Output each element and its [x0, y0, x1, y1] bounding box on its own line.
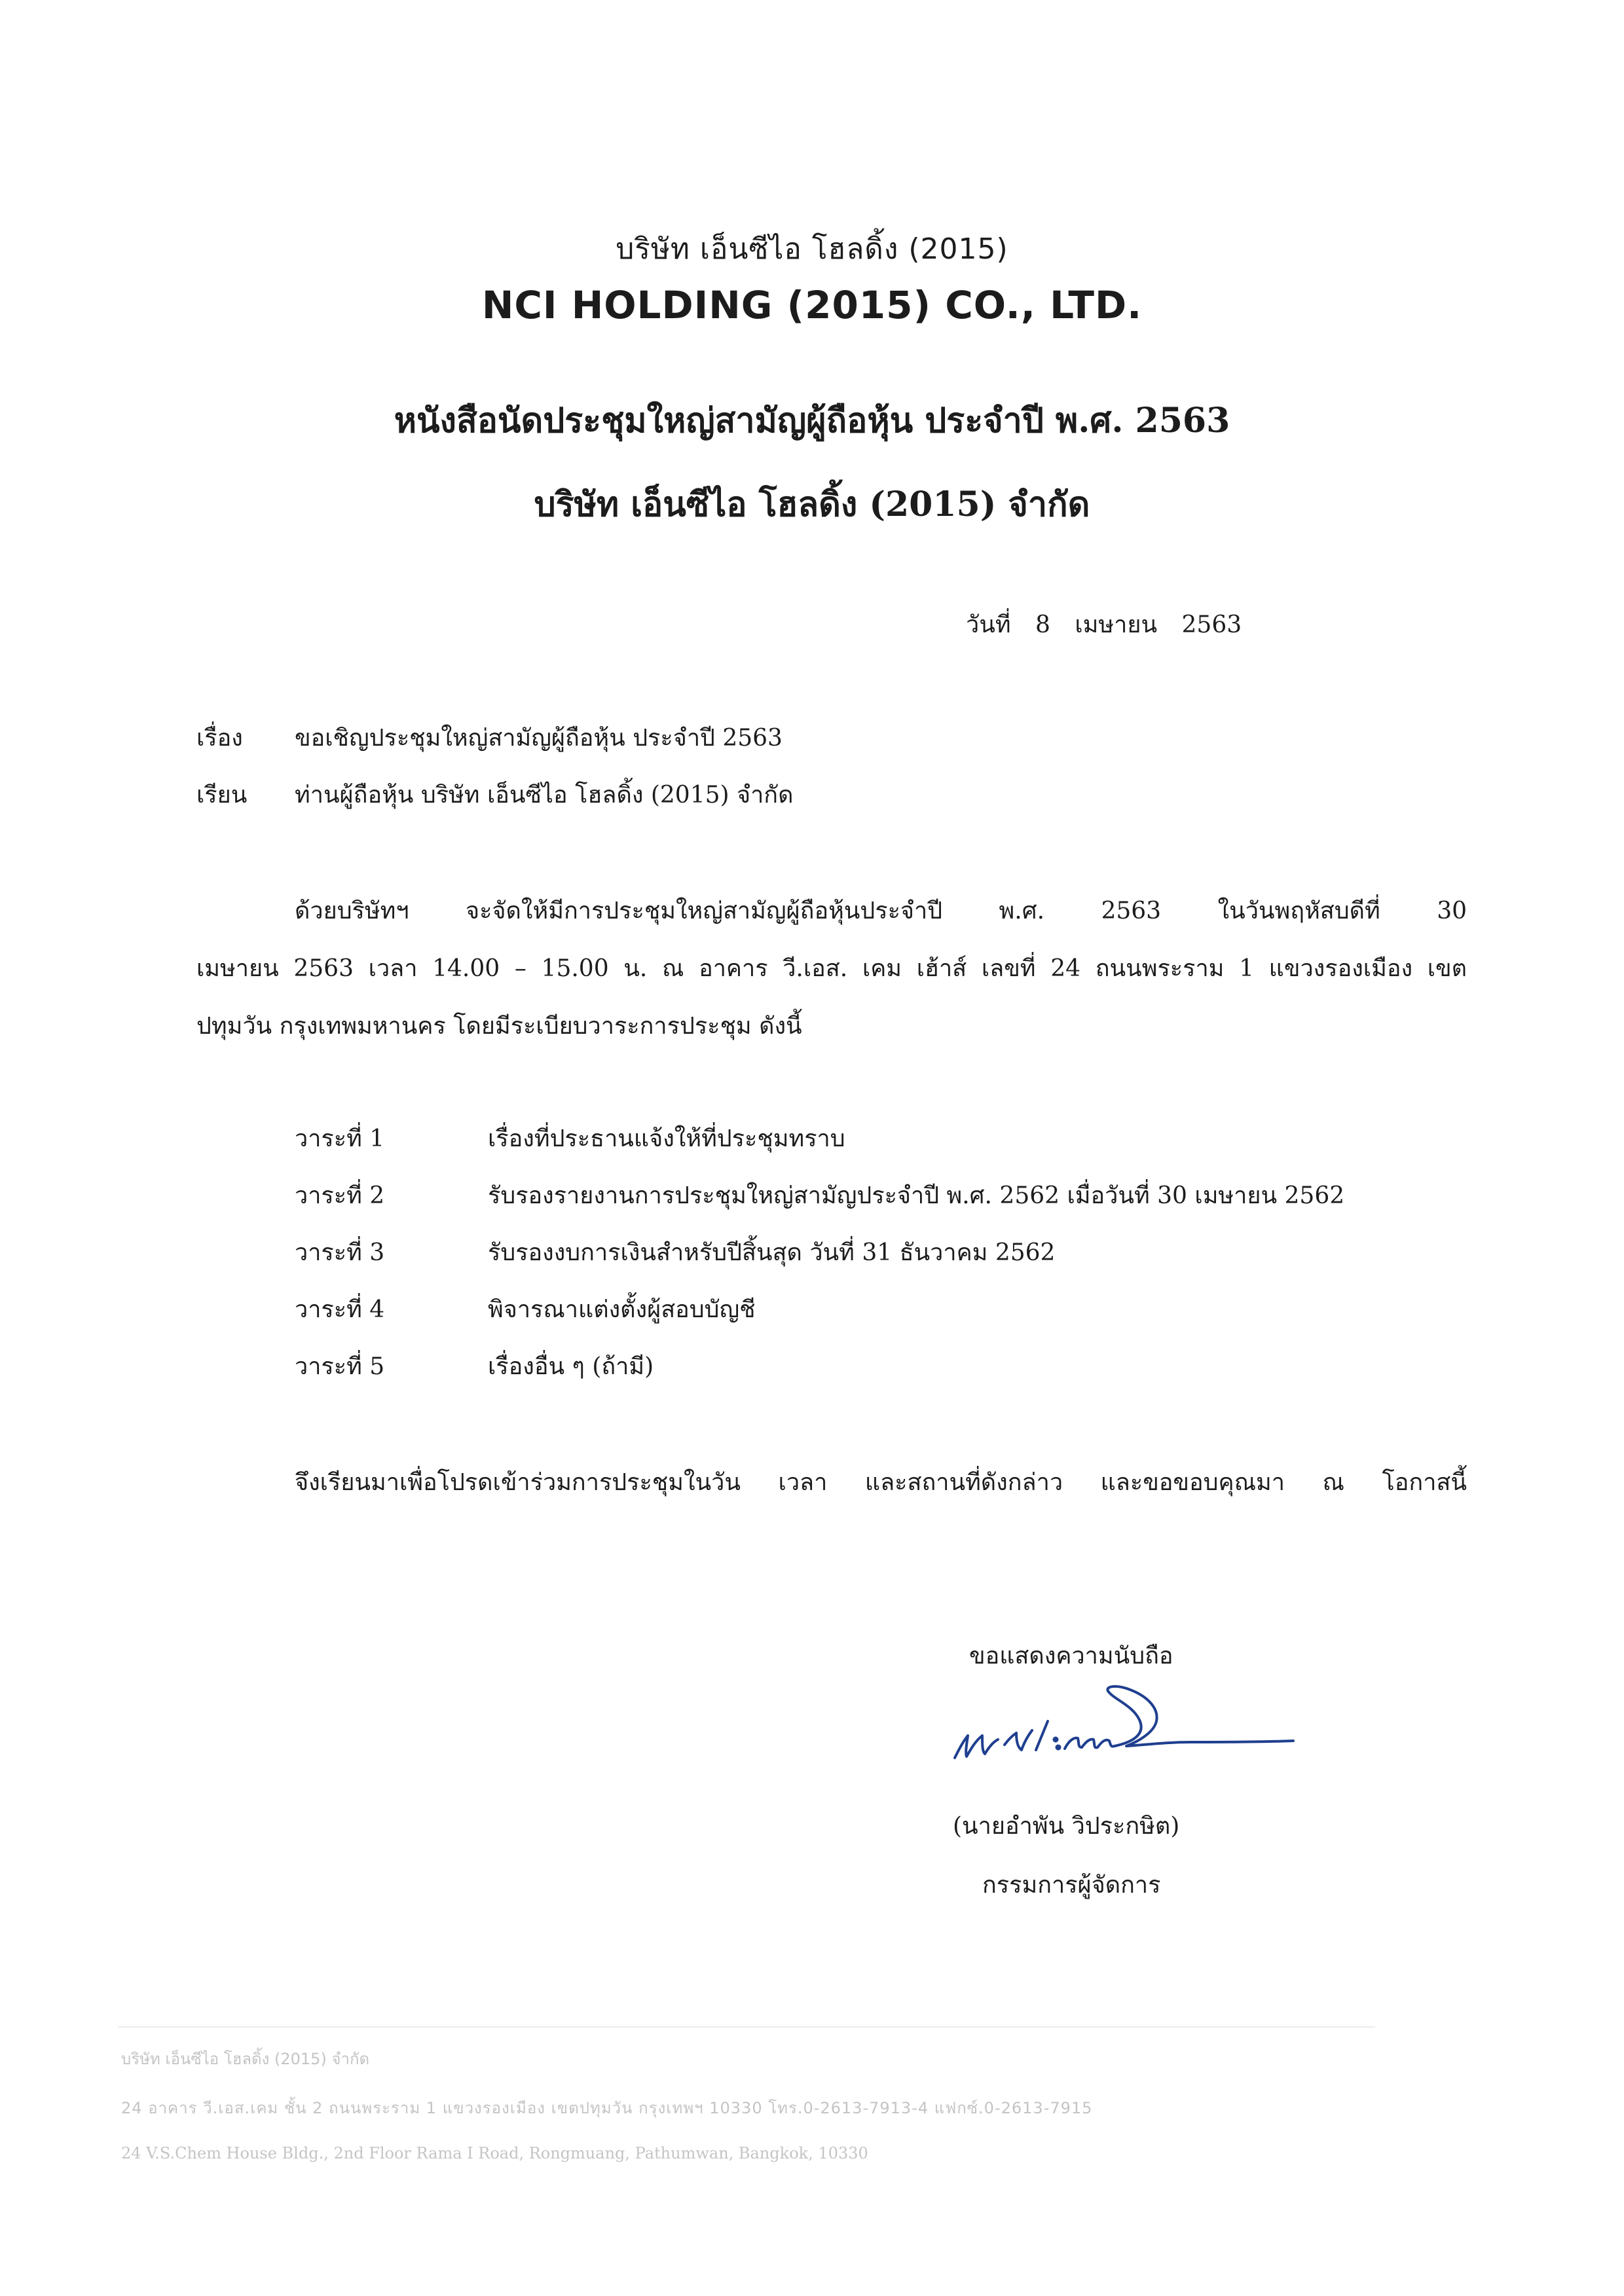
date-year: 2563: [1181, 611, 1242, 638]
agenda-number: วาระที่ 1: [295, 1125, 385, 1152]
document-title: หนังสือนัดประชุมใหญ่สามัญผู้ถือหุ้น ประจำปี พ.ศ. 2563: [394, 401, 1230, 441]
subject-value: ขอเชิญประชุมใหญ่สามัญผู้ถือหุ้น ประจำปี 2563: [295, 725, 783, 752]
closing-paragraph: จึงเรียนมาเพื่อโปรดเข้าร่วมการประชุมในวัน เวลา และสถานที่ดังกล่าว และขอขอบคุณมา ณ โอกาสนี้: [295, 1469, 1467, 1496]
company-name-thai: บริษัท เอ็นซีไอ โฮลดิ้ง (2015): [616, 232, 1008, 266]
body-line-2: เมษายน 2563 เวลา 14.00 – 15.00 น. ณ อาคาร วี.เอส. เคม เฮ้าส์ เลขที่ 24 ถนนพระราม 1 แขวงรองเมือง เขต: [196, 955, 1467, 982]
agenda-number: วาระที่ 2: [295, 1182, 385, 1209]
agenda-text: เรื่องอื่น ๆ (ถ้ามี): [488, 1353, 654, 1380]
document-subtitle: บริษัท เอ็นซีไอ โฮลดิ้ง (2015) จำกัด: [534, 484, 1090, 524]
recipient-label: เรียน: [196, 782, 248, 809]
company-name-english: NCI HOLDING (2015) CO., LTD.: [481, 283, 1143, 327]
footer-divider: [118, 2026, 1375, 2028]
body-line-1: ด้วยบริษัทฯ จะจัดให้มีการประชุมใหญ่สามัญผู้ถือหุ้นประจำปี พ.ศ. 2563 ในวันพฤหัสบดีที่ 30: [295, 898, 1467, 924]
date-day: 8: [1035, 611, 1050, 638]
footer-address-english: 24 V.S.Chem House Bldg., 2nd Floor Rama I Road, Rongmuang, Pathumwan, Bangkok, 10330: [121, 2144, 868, 2162]
agenda-text: เรื่องที่ประธานแจ้งให้ที่ประชุมทราบ: [488, 1125, 845, 1152]
signer-name: (นายอำพัน วิประกษิต): [953, 1813, 1180, 1840]
agenda-number: วาระที่ 4: [295, 1296, 385, 1323]
footer-address-thai: 24 อาคาร วี.เอส.เคม ชั้น 2 ถนนพระราม 1 แขวงรองเมือง เขตปทุมวัน กรุงเทพฯ 10330 โทร.0-2613-7913-4 แฟกซ์.0-2613-7915: [121, 2099, 1093, 2117]
letter-date: [966, 606, 1259, 643]
date-month: เมษายน: [1075, 611, 1158, 638]
regards-text: ขอแสดงความนับถือ: [969, 1643, 1173, 1669]
agenda-text: รับรองรายงานการประชุมใหญ่สามัญประจำปี พ.ศ. 2562 เมื่อวันที่ 30 เมษายน 2562: [488, 1182, 1345, 1209]
agenda-text: รับรองงบการเงินสำหรับปีสิ้นสุด วันที่ 31 ธันวาคม 2562: [488, 1239, 1056, 1266]
body-line-3: ปทุมวัน กรุงเทพมหานคร โดยมีระเบียบวาระการประชุม ดังนี้: [196, 1013, 802, 1040]
subject-label: เรื่อง: [196, 725, 243, 752]
signer-position: กรรมการผู้จัดการ: [982, 1872, 1161, 1899]
date-label: วันที่: [966, 611, 1011, 638]
recipient-value: ท่านผู้ถือหุ้น บริษัท เอ็นซีไอ โฮลดิ้ง (2015) จำกัด: [295, 782, 794, 809]
agenda-number: วาระที่ 3: [295, 1239, 385, 1266]
handwritten-signature: [936, 1679, 1303, 1791]
agenda-number: วาระที่ 5: [295, 1353, 385, 1380]
footer-company-name: บริษัท เอ็นซีไอ โฮลดิ้ง (2015) จำกัด: [121, 2050, 370, 2068]
agenda-text: พิจารณาแต่งตั้งผู้สอบบัญชี: [488, 1296, 756, 1323]
